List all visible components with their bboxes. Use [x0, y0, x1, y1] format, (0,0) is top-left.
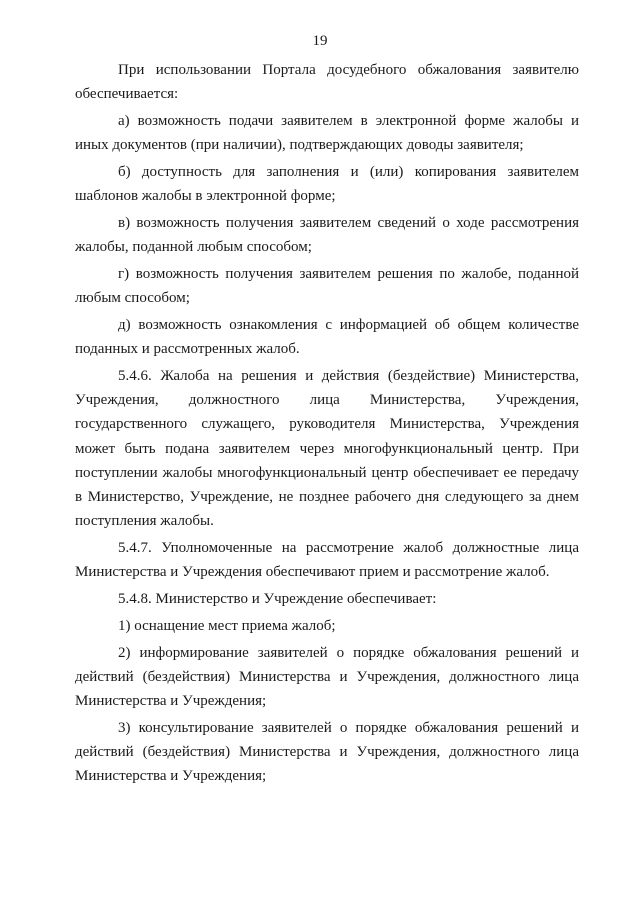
paragraph-item-1: 1) оснащение мест приема жалоб; [118, 617, 336, 634]
paragraph-item-a: а) возможность подачи заявителем в электронной форме жалобы и иных документов (при наличии), подтверждающих доводы заявителя; [75, 113, 579, 154]
paragraph-item-3: 3) консультирование заявителей о порядке обжалования решений и действий (бездействия) Министерства и Учреждения, должностного лица Министерства и Учреждения; [75, 719, 579, 785]
document-body [75, 58, 579, 791]
paragraph-item-d: д) возможность ознакомления с информацией об общем количестве поданных и рассмотренных жалоб. [75, 317, 579, 358]
paragraph-5-4-7: 5.4.7. Уполномоченные на рассмотрение жалоб должностные лица Министерства и Учреждения обеспечивают прием и рассмотрение жалоб. [75, 540, 579, 581]
page-number: 19 [312, 33, 328, 49]
paragraph-5-4-6: 5.4.6. Жалоба на решения и действия (бездействие) Министерства, Учреждения, должностного лица Министерства, Учреждения, государственного служащего, руководителя Министерства, Учреждения может быть подана заявителем через многофункциональный центр. При поступлении жалобы многофункциональный центр обеспечивает ее передачу в Министерство, Учреждение, не позднее рабочего дня следующего за днем поступления жалобы. [75, 368, 579, 530]
paragraph-5-4-8: 5.4.8. Министерство и Учреждение обеспечивает: [118, 591, 437, 608]
paragraph-item-b: б) доступность для заполнения и (или) копирования заявителем шаблонов жалобы в электронной форме; [75, 164, 579, 205]
paragraph-item-g: г) возможность получения заявителем решения по жалобе, поданной любым способом; [75, 266, 579, 307]
paragraph-portal-intro: При использовании Портала досудебного обжалования заявителю обеспечивается: [75, 62, 579, 103]
paragraph-item-v: в) возможность получения заявителем сведений о ходе рассмотрения жалобы, поданной любым способом; [75, 215, 579, 256]
paragraph-item-2: 2) информирование заявителей о порядке обжалования решений и действий (бездействия) Министерства и Учреждения, должностного лица Министерства и Учреждения; [75, 644, 579, 710]
